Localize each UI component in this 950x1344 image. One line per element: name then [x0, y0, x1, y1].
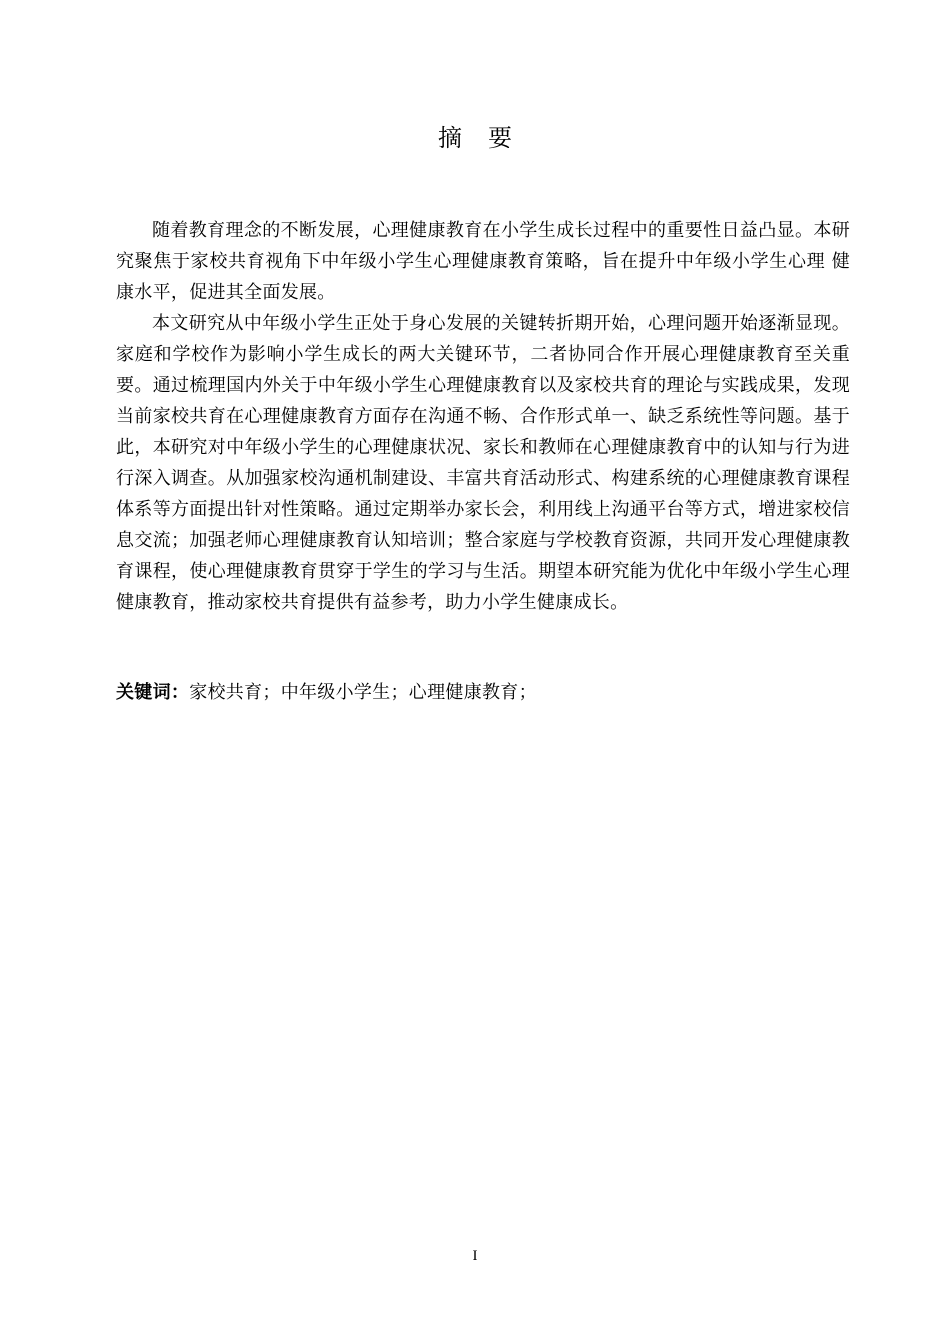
abstract-paragraph-2: 本文研究从中年级小学生正处于身心发展的关键转折期开始，心理问题开始逐渐显现。家庭和学校作为影响小学生成长的两大关键环节，二者协同合作开展心理健康教育至关重要。通过梳理国内外关于中年级小学生心理健康教育以及家校共育的理论与实践成果，发现当前家校共育在心理健康教育方面存在沟通不畅、合作形式单一、缺乏系统性等问题。基于此，本研究对中年级小学生的心理健康状况、家长和教师在心理健康教育中的认知与行为进行深入调查。从加强家校沟通机制建设、丰富共育活动形式、构建系统的心理健康教育课程体系等方面提出针对性策略。通过定期举办家长会，利用线上沟通平台等方式，增进家校信息交流；加强老师心理健康教育认知培训；整合家庭与学校教育资源，共同开发心理健康教育课程，使心理健康教育贯穿于学生的学习与生活。期望本研究能为优化中年级小学生心理健康教育，推动家校共育提供有益参考，助力小学生健康成长。	[116, 313, 850, 613]
keywords-line	[116, 677, 850, 708]
abstract-body	[116, 215, 850, 618]
abstract-paragraph-1: 随着教育理念的不断发展，心理健康教育在小学生成长过程中的重要性日益凸显。本研究聚焦于家校共育视角下中年级小学生心理健康教育策略，旨在提升中年级小学生心理 健康水平，促进其全面发展。	[116, 220, 850, 303]
keywords-label: 关键词：	[116, 682, 190, 703]
abstract-title: 摘要	[438, 124, 538, 152]
page-number: I	[472, 1248, 478, 1264]
keywords-list: 家校共育；中年级小学生；心理健康教育；	[189, 682, 537, 703]
